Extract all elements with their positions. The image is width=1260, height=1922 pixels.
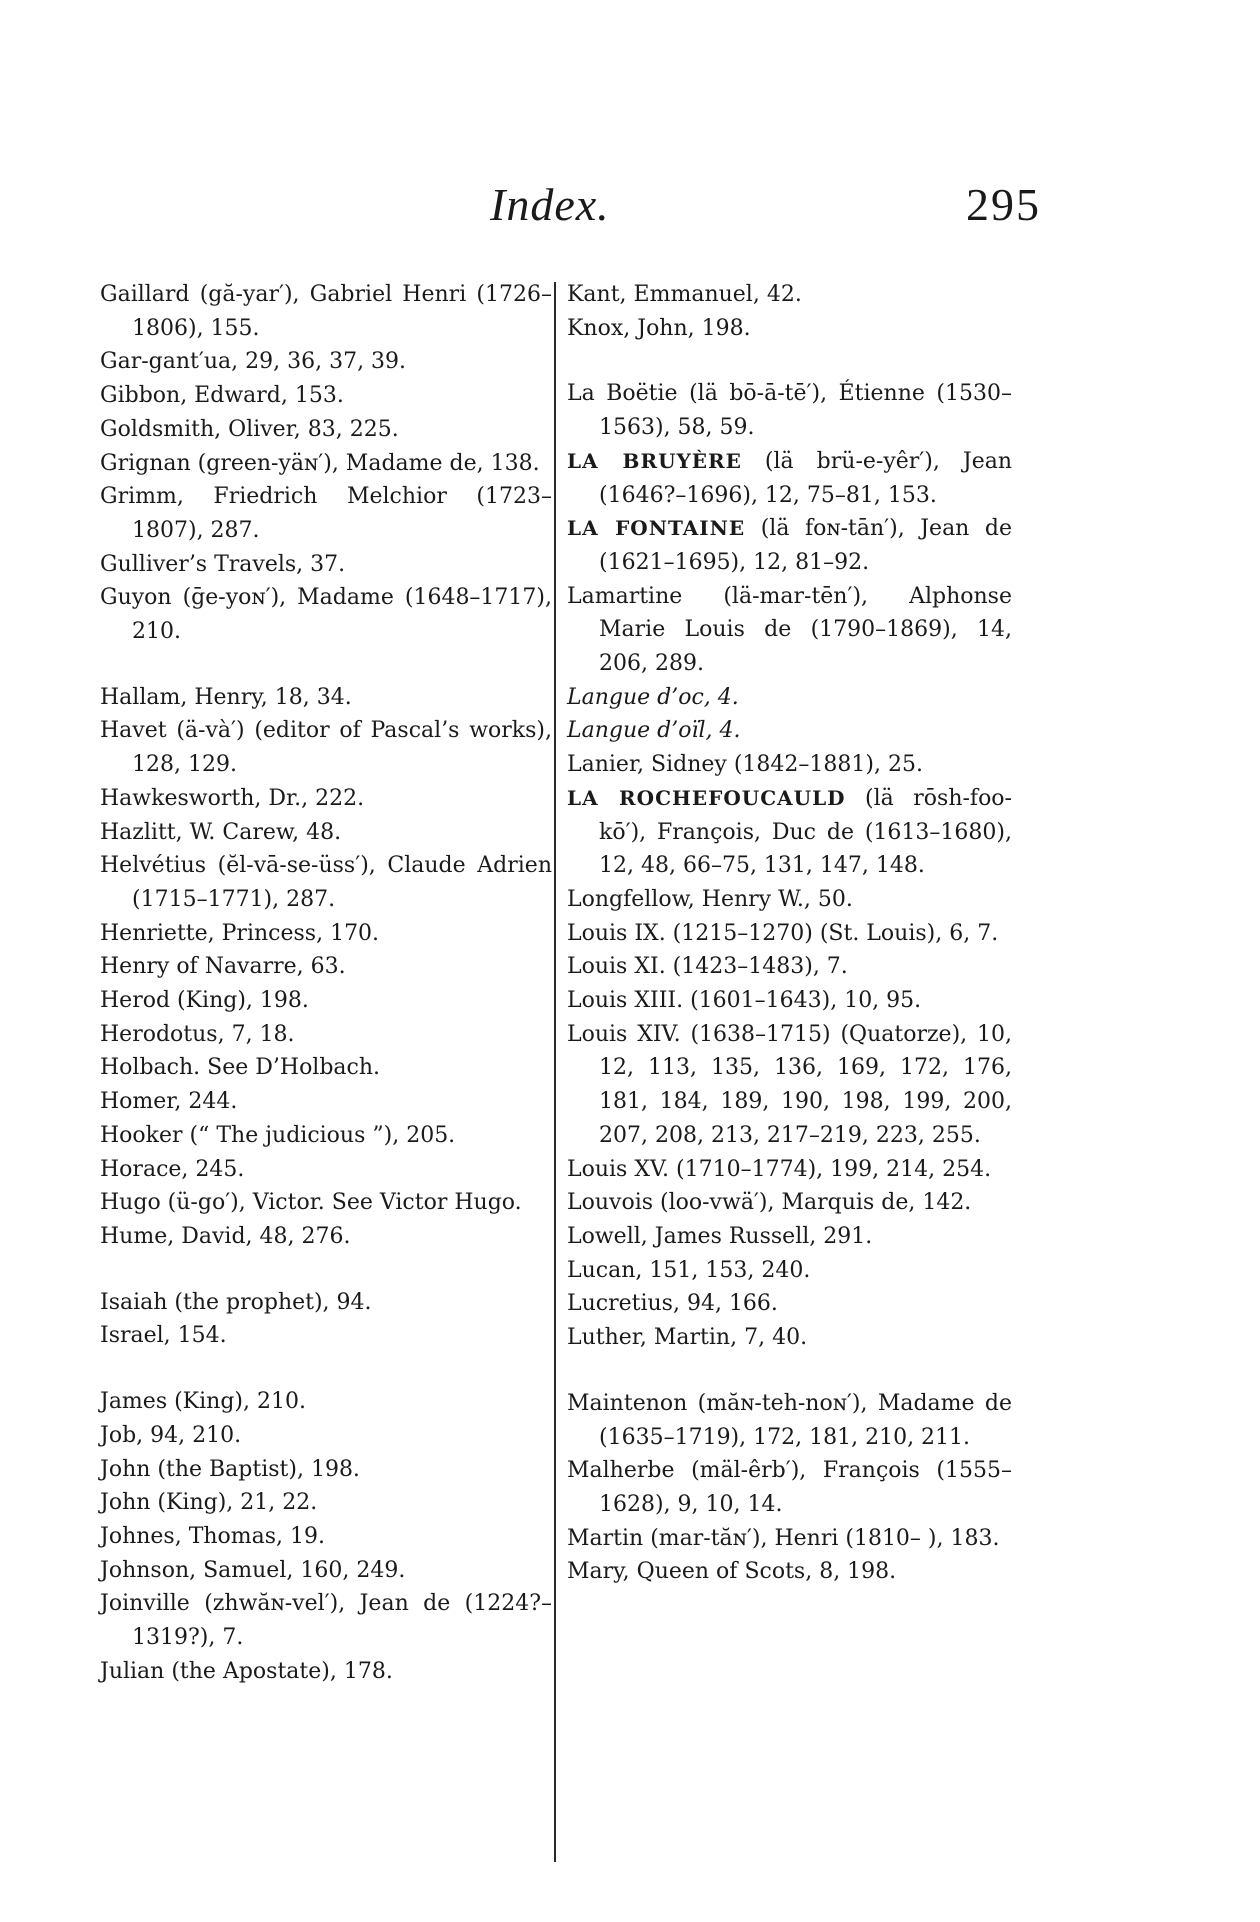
index-column-right <box>567 278 1012 1589</box>
index-entry: Herodotus, 7, 18. <box>100 1021 295 1047</box>
index-entry: Louis IX. (1215–1270) (St. Louis), 6, 7. <box>567 920 999 946</box>
index-entry: Lucan, 151, 153, 240. <box>567 1257 811 1283</box>
index-entry: Louis XIV. (1638–1715) (Quatorze), 10, 12, 113, 135, 136, 169, 172, 176, 181, 184, 189, 190, 198, 199, 200, 207, 208, 213, 217–219, 223, 255. <box>567 1021 1012 1148</box>
headword: LA ROCHEFOUCAULD <box>567 785 846 810</box>
index-entry: Gulliver’s Travels, 37. <box>100 551 346 577</box>
index-entry: Goldsmith, Oliver, 83, 225. <box>100 416 399 442</box>
index-entry: Havet (ä-và′) (editor of Pascal’s works), 128, 129. <box>100 718 552 778</box>
index-entry: Lanier, Sidney (1842–1881), 25. <box>567 752 923 778</box>
index-entry: Isaiah (the prophet), 94. <box>100 1289 372 1315</box>
index-entry: Hazlitt, W. Carew, 48. <box>100 819 342 845</box>
index-entry: Gibbon, Edward, 153. <box>100 383 344 409</box>
headword: LA BRUYÈRE <box>567 448 742 473</box>
index-entry <box>567 445 1012 512</box>
entry-detail: (lä rōsh-foo-kō′), François, Duc de (1613–1680), 12, 48, 66–75, 131, 147, 148. <box>599 785 1012 879</box>
index-entry: Louvois (loo-vwä′), Marquis de, 142. <box>567 1190 972 1216</box>
index-entry: Malherbe (mäl-êrb′), François (1555–1628), 9, 10, 14. <box>567 1458 1012 1517</box>
index-entry: Louis XIII. (1601–1643), 10, 95. <box>567 988 922 1014</box>
index-entry: Martin (mar-tăɴ′), Henri (1810– ), 183. <box>567 1525 1000 1551</box>
page-number: 295 <box>966 179 1041 230</box>
index-entry: Horace, 245. <box>100 1156 245 1182</box>
column-divider <box>554 282 556 1862</box>
index-entry: John (the Baptist), 198. <box>100 1456 360 1482</box>
index-entry: James (King), 210. <box>100 1389 306 1415</box>
entry-detail: (lä brü-e-yêr′), Jean (1646?–1696), 12, 75–81, 153. <box>599 448 1012 508</box>
index-entry: Hugo (ü-go′), Victor. See Victor Hugo. <box>100 1190 522 1216</box>
index-column-left <box>100 278 552 1688</box>
index-entry: Gar-gant′ua, 29, 36, 37, 39. <box>100 349 407 375</box>
index-entry: Johnson, Samuel, 160, 249. <box>100 1557 406 1583</box>
headword: LA FONTAINE <box>567 516 746 541</box>
index-entry: Lowell, James Russell, 291. <box>567 1223 873 1249</box>
index-entry: Job, 94, 210. <box>100 1422 242 1448</box>
index-entry: Herod (King), 198. <box>100 988 309 1014</box>
index-entry: Mary, Queen of Scots, 8, 198. <box>567 1559 897 1585</box>
index-entry: Homer, 244. <box>100 1089 238 1115</box>
index-entry: Joinville (zhwăɴ-vel′), Jean de (1224?–1319?), 7. <box>100 1591 552 1651</box>
index-entry: Julian (the Apostate), 178. <box>100 1658 393 1684</box>
index-entry: Maintenon (măɴ-teh-noɴ′), Madame de (1635–1719), 172, 181, 210, 211. <box>567 1390 1012 1450</box>
index-entry: John (King), 21, 22. <box>100 1490 318 1516</box>
index-entry: Langue d’oïl, 4. <box>567 718 741 744</box>
index-entry: Israel, 154. <box>100 1323 227 1349</box>
index-entry: Knox, John, 198. <box>567 315 751 341</box>
index-entry: Longfellow, Henry W., 50. <box>567 886 853 912</box>
index-entry: Gaillard (gă-yar′), Gabriel Henri (1726–1806), 155. <box>100 282 552 341</box>
index-entry: Henry of Navarre, 63. <box>100 954 346 980</box>
entry-detail: (lä foɴ-tān′), Jean de (1621–1695), 12, 81–92. <box>599 516 1012 575</box>
index-entry: Hallam, Henry, 18, 34. <box>100 684 352 710</box>
index-entry: Hawkesworth, Dr., 222. <box>100 785 365 811</box>
index-entry: Hume, David, 48, 276. <box>100 1223 351 1249</box>
index-entry: Langue d’oc, 4. <box>567 684 739 710</box>
index-entry: Luther, Martin, 7, 40. <box>567 1325 808 1351</box>
index-entry: La Boëtie (lä bō-ā-tē′), Étienne (1530–1563), 58, 59. <box>567 381 1012 441</box>
index-entry: Holbach. See D’Holbach. <box>100 1055 381 1081</box>
index-entry: Lamartine (lä-mar-tēn′), Alphonse Marie Louis de (1790–1869), 14, 206, 289. <box>567 583 1012 677</box>
index-entry: Louis XV. (1710–1774), 199, 214, 254. <box>567 1156 992 1182</box>
index-entry: Louis XI. (1423–1483), 7. <box>567 954 848 980</box>
index-entry: Johnes, Thomas, 19. <box>100 1523 326 1549</box>
page-title: Index. <box>490 179 610 230</box>
index-entry: Lucretius, 94, 166. <box>567 1291 778 1317</box>
index-entry: Guyon (ḡe-yoɴ′), Madame (1648–1717), 210. <box>100 585 552 645</box>
index-entry: Hooker (“ The judicious ”), 205. <box>100 1122 456 1148</box>
index-entry: Grignan (green-yäɴ′), Madame de, 138. <box>100 450 540 476</box>
index-entry: Grimm, Friedrich Melchior (1723–1807), 287. <box>100 484 552 543</box>
index-entry: Kant, Emmanuel, 42. <box>567 282 802 307</box>
index-entry: Henriette, Princess, 170. <box>100 920 380 946</box>
index-entry <box>567 782 1012 883</box>
index-entry: Helvétius (ĕl-vā-se-üss′), Claude Adrien (1715–1771), 287. <box>100 853 552 912</box>
index-entry <box>567 512 1012 579</box>
